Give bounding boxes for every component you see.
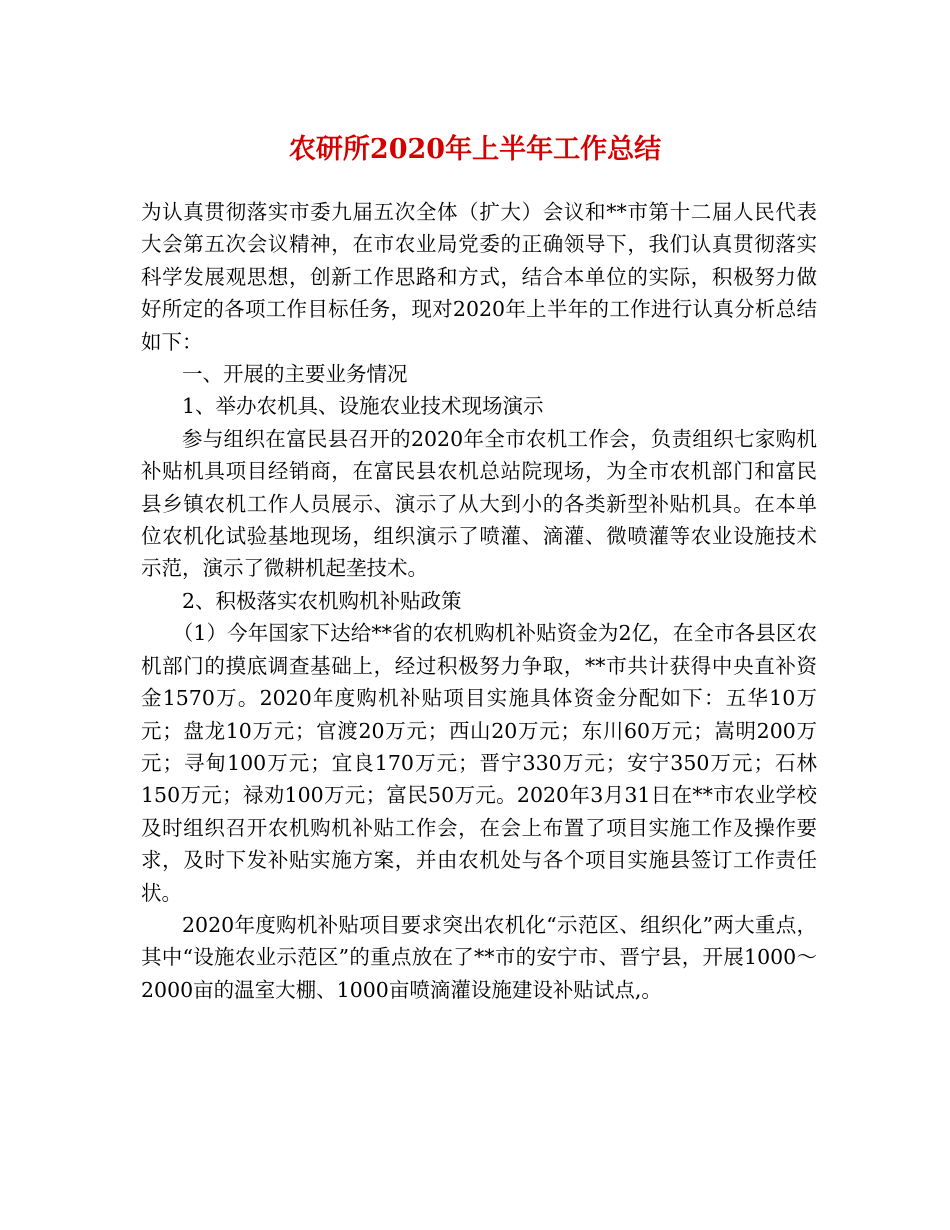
paragraph-intro: 为认真贯彻落实市委九届五次全体（扩大）会议和**市第十二届人民代表大会第五次会议精神，在市农业局党委的正确领导下，我们认真贯彻落实科学发展观思想，创新工作思路和方式，结合本单位的实际，积极努力做好所定的各项工作目标任务，现对2020年上半年的工作进行认真分析总结如下： [141, 200, 817, 354]
paragraph-subsidy-focus: 2020年度购机补贴项目要求突出农机化“示范区、组织化”两大重点，其中“设施农业示范区”的重点放在了**市的安宁市、晋宁县，开展1000～2000亩的温室大棚、1000亩喷滴灌设施建设补贴试点,。 [141, 912, 817, 1002]
section-heading-main-business: 一、开展的主要业务情况 [182, 362, 408, 387]
subsection-heading-subsidy-policy: 2、积极落实农机购机补贴政策 [182, 588, 462, 613]
subsection-heading-demonstration: 1、举办农机具、设施农业技术现场演示 [182, 394, 544, 419]
paragraph-demonstration: 参与组织在富民县召开的2020年全市农机工作会，负责组织七家购机补贴机具项目经销商，在富民县农机总站院现场，为全市农机部门和富民县乡镇农机工作人员展示、演示了从大到小的各类新型补贴机具。在本单位农机化试验基地现场，组织演示了喷灌、滴灌、微喷灌等农业设施技术示范，演示了微耕机起垄技术。 [141, 426, 817, 581]
document-body [141, 196, 817, 1006]
paragraph-subsidy-allocation: （1）今年国家下达给**省的农机购机补贴资金为2亿，在全市各县区农机部门的摸底调查基础上，经过积极努力争取，**市共计获得中央直补资金1570万。2020年度购机补贴项目实施具体资金分配如下：五华10万元；盘龙10万元；官渡20万元；西山20万元；东川60万元；嵩明200万元；寻甸100万元；宜良170万元；晋宁330万元；安宁350万元；石林150万元；禄劝100万元；富民50万元。2020年3月31日在**市农业学校及时组织召开农机购机补贴工作会，在会上布置了项目实施工作及操作要求，及时下发补贴实施方案，并由农机处与各个项目实施县签订工作责任状。 [141, 621, 817, 905]
document-title: 农研所2020年上半年工作总结 [288, 134, 662, 165]
